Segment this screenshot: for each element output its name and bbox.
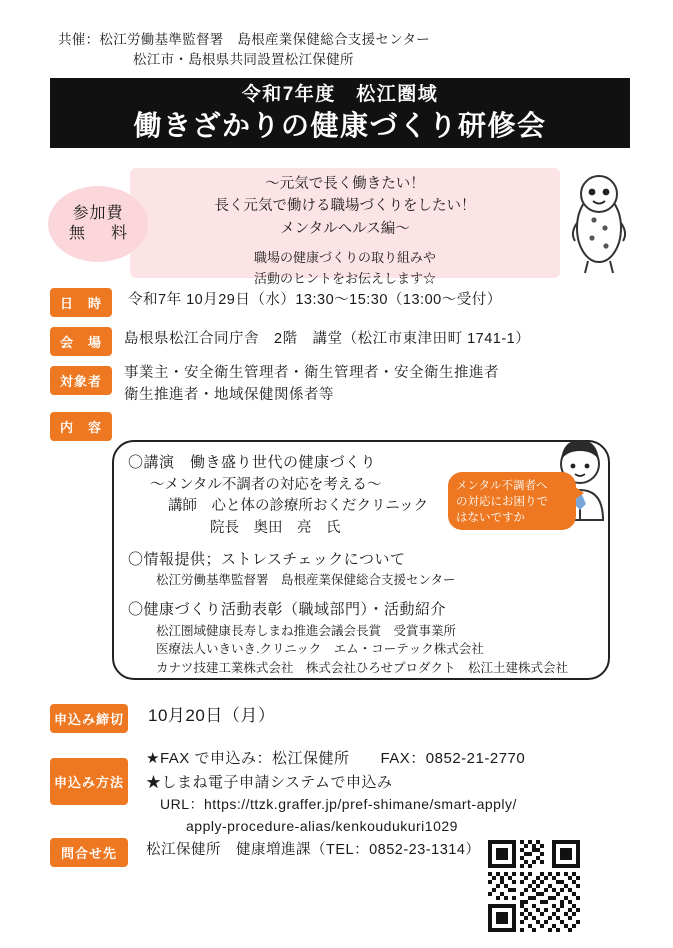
apply-row-method [50, 758, 128, 805]
program-item1-head: 〇講演 働き盛り世代の健康づくり [128, 454, 377, 471]
apply-row-contact [50, 838, 128, 867]
lead-text-block [135, 173, 555, 289]
apply-row-deadline [50, 704, 128, 733]
program-item1-name: 院長 奥田 亮 氏 [210, 520, 341, 536]
tag-content: 内 容 [50, 412, 112, 441]
title-line-2: 働きざかりの健康づくり研修会 [133, 109, 547, 141]
info-text-venue: 島根県松江合同庁舎 2階 講堂（松江市東津田町 1741-1） [124, 331, 531, 347]
mascot-illustration [568, 168, 630, 278]
program-item3-small-2: 医療法人いきいき.クリニック エム・コーテック株式会社 [156, 642, 484, 657]
free-participation-badge [48, 186, 148, 262]
lead-line-2: 長く元気で働ける職場づくりをしたい！ [214, 198, 476, 215]
speech-bubble [448, 472, 576, 530]
lead-line-3: メンタルヘルス編～ [280, 220, 410, 237]
info-row-audience [50, 366, 112, 395]
program-item3-small-1: 松江圏域健康長寿しまね推進会議会長賞 受賞事業所 [156, 623, 457, 638]
lead-line-1: ～元気で長く働きたい！ [265, 176, 425, 192]
program-item1-lecturer: 講師 心と体の診療所おくだクリニック [168, 498, 429, 515]
free-badge-line-1: 参加費 [72, 205, 124, 222]
info-text-audience-2: 衛生推進者・地域保健関係者等 [124, 387, 334, 403]
title-banner [50, 78, 630, 148]
tag-datetime: 日 時 [50, 288, 112, 317]
apply-text-method-1: ★FAX で申込み：松江保健所 FAX：0852-21-2770 [146, 750, 526, 767]
free-badge-line-2: 無 料 [68, 225, 132, 242]
apply-text-method-2: ★しまね電子申請システムで申込み [146, 774, 393, 791]
cohost-line-2: 松江市・島根県共同設置松江保健所 [133, 52, 354, 68]
tag-contact: 問合せ先 [50, 838, 128, 867]
apply-text-contact: 松江保健所 健康増進課（TEL：0852-23-1314） [146, 842, 481, 858]
apply-text-method-4: apply-procedure-alias/kenkoudukuri1029 [186, 818, 458, 834]
tag-audience: 対象者 [50, 366, 112, 395]
tag-deadline: 申込み締切 [50, 704, 128, 733]
program-item1-sub: ～メンタル不調者の対応を考える～ [150, 476, 382, 493]
apply-text-deadline: 10月20日（月） [148, 706, 276, 725]
info-row-content [50, 412, 112, 441]
cohost-block [58, 30, 430, 71]
info-row-datetime [50, 288, 112, 317]
program-item2-small: 松江労働基準監督署 島根産業保健総合支援センター [156, 573, 456, 588]
bubble-line-1: メンタル不調者へ [456, 480, 548, 492]
apply-text-method-3: URL：https://ttzk.graffer.jp/pref-shimane/smart-apply/ [160, 796, 517, 812]
title-line-1: 令和7年度 松江圏域 [241, 84, 439, 105]
info-text-audience-1: 事業主・安全衛生管理者・衛生管理者・安全衛生推進者 [124, 365, 499, 381]
lead-sub-2: 活動のヒントをお伝えします☆ [253, 270, 436, 286]
bubble-line-2: の対応にお困りで [456, 496, 548, 509]
program-item3-head: 〇健康づくり活動表彰（職域部門）・活動紹介 [128, 601, 447, 618]
program-item3-small-3: カナツ技建工業株式会社 株式会社ひろせプロダクト 松江土建株式会社 [156, 661, 569, 675]
tag-venue: 会 場 [50, 327, 112, 356]
info-text-datetime: 令和7年 10月29日（水）13:30～15:30（13:00～受付） [128, 292, 502, 308]
info-row-venue [50, 327, 112, 356]
program-item2-head: 〇情報提供；ストレスチェックについて [128, 550, 406, 568]
lead-sub-1: 職場の健康づくりの取り組みや [253, 250, 436, 266]
tag-method: 申込み方法 [50, 758, 128, 805]
qr-code[interactable] [488, 840, 580, 932]
bubble-line-3: はないですか [456, 512, 525, 525]
cohost-line-1: 共催：松江労働基準監督署 島根産業保健総合支援センター [58, 32, 431, 47]
